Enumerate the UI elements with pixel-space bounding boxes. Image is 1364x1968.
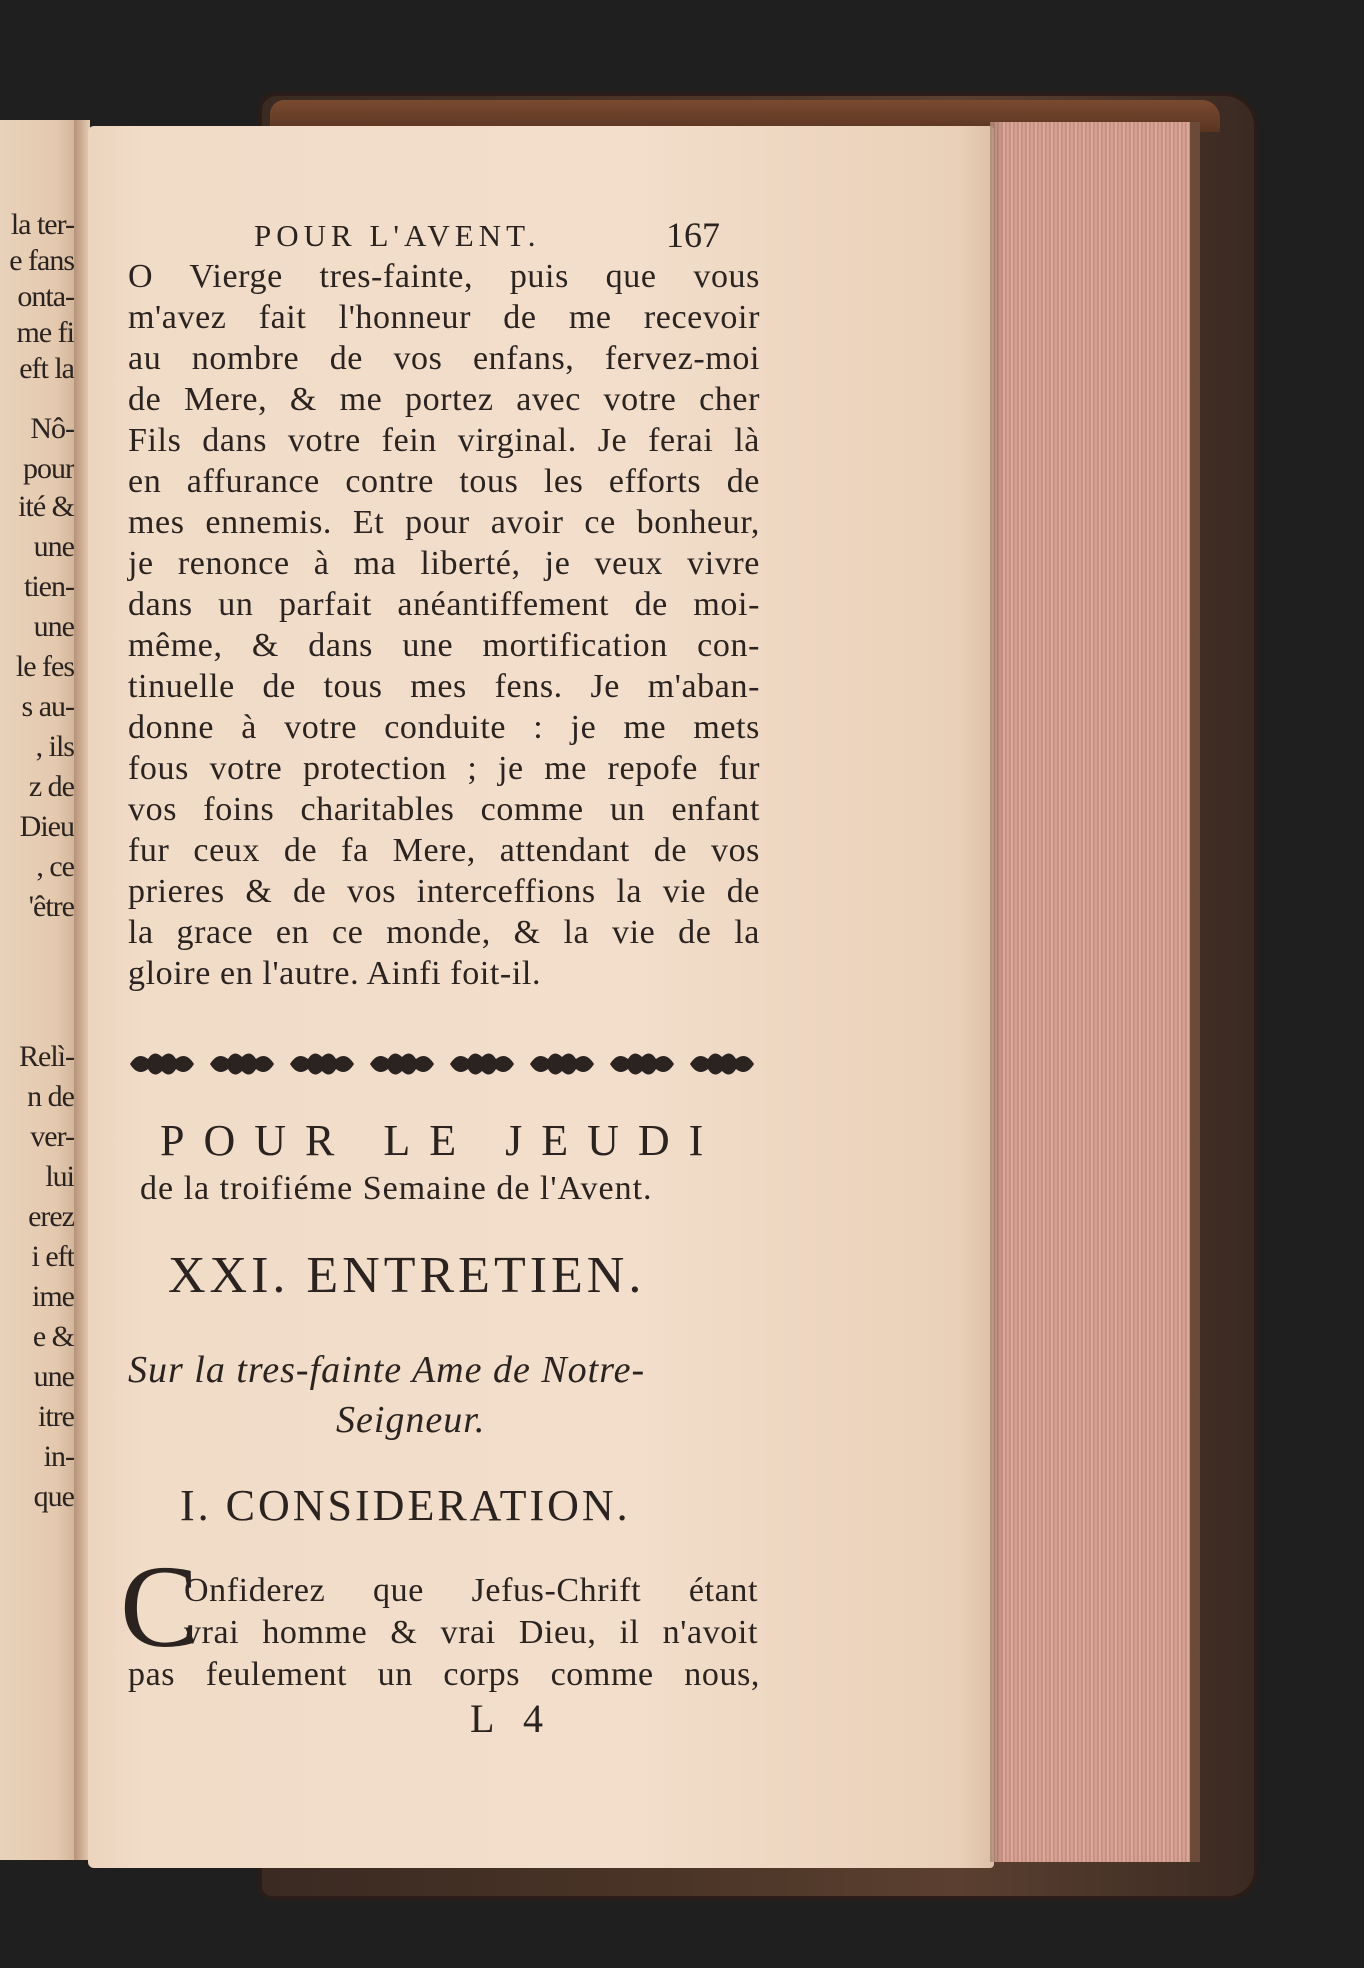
body-line: fur ceux de fa Mere, attendant de vos [128,832,760,869]
consideration-heading: I. CONSIDERATION. [180,1481,631,1530]
body-line: de Mere, & me portez avec votre cher [128,381,760,418]
body-line: m'avez fait l'honneur de me recevoir [128,299,760,336]
left-page-line: , ce [36,850,74,883]
fleuron-ornament [688,1047,756,1081]
left-page-line: e & [32,1320,74,1353]
signature-mark: L 4 [470,1696,553,1741]
ornament-band [128,1044,756,1084]
left-page-line: n de [27,1080,74,1113]
left-page-line: i eft [31,1240,74,1273]
left-page-line: pour [23,452,74,485]
left-page-line: s au- [21,690,74,723]
body-line: mes ennemis. Et pour avoir ce bonheur, [128,504,760,541]
body-line: même, & dans une mortification con- [128,627,760,664]
left-page-line: que [33,1480,74,1513]
left-page-line: tien- [24,570,74,603]
fleuron-ornament [368,1047,436,1081]
left-page-line: lui [45,1160,74,1193]
page-number: 167 [666,215,720,255]
body-line: donne à votre conduite : je me mets [128,709,760,746]
left-page-line: une [33,530,74,563]
body-line: Onfiderez que Jefus-Chrift étant [184,1572,758,1609]
body-line: en affurance contre tous les efforts de [128,463,760,500]
section-heading-week: de la troifiéme Semaine de l'Avent. [140,1170,653,1207]
body-line: gloire en l'autre. Ainfi foit-il. [128,955,542,992]
body-line: fous votre protection ; je me repofe fur [128,750,760,787]
left-page-line: 'être [28,890,74,923]
subtitle-line: Seigneur. [336,1399,486,1441]
body-line: dans un parfait anéantiffement de moi- [128,586,760,623]
body-line: vos foins charitables comme un enfant [128,791,760,828]
left-page-line: erez [28,1200,74,1233]
left-page-line: onta- [17,280,74,313]
left-page-line: ité & [18,490,74,523]
body-line: au nombre de vos enfans, fervez-moi [128,340,760,377]
fleuron-ornament [608,1047,676,1081]
drop-cap: C [120,1541,199,1672]
body-line: prieres & de vos interceffions la vie de [128,873,760,910]
left-page-line: ime [32,1280,74,1313]
left-page-line: une [33,1360,74,1393]
fleuron-ornament [288,1047,356,1081]
running-head: POUR L'AVENT. [254,218,541,253]
fleuron-ornament [528,1047,596,1081]
left-page-line: Dieu [19,810,74,843]
left-page-line: me fi [16,316,74,349]
fleuron-ornament [448,1047,516,1081]
body-line: O Vierge tres-fainte, puis que vous [128,258,760,295]
left-page-line: in- [43,1440,74,1473]
left-page-line: Relì- [19,1040,74,1073]
body-line: pas feulement un corps comme nous, [128,1656,760,1693]
fleuron-ornament [208,1047,276,1081]
body-line: la grace en ce monde, & la vie de la [128,914,760,951]
fleuron-ornament [128,1047,196,1081]
body-line: je renonce à ma liberté, je veux vivre [128,545,760,582]
left-page-line: eft la [19,352,74,385]
page-edge-shadow [990,122,1004,1862]
left-page-line: le fes [15,650,74,683]
section-heading-day: POUR LE JEUDI [160,1116,723,1165]
left-page-line: une [33,610,74,643]
subtitle-line: Sur la tres-fainte Ame de Notre- [128,1349,646,1391]
body-line: Fils dans votre fein virginal. Je ferai là [128,422,760,459]
left-page-line: , ils [35,730,74,763]
left-page-line: z de [28,770,74,803]
left-page-line: Nô- [30,412,74,445]
left-page-line: la ter- [10,208,74,241]
body-line: tinuelle de tous mes fens. Je m'aban- [128,668,760,705]
left-page-line: ver- [30,1120,74,1153]
left-page-line: itre [38,1400,74,1433]
body-line: vrai homme & vrai Dieu, il n'avoit [184,1614,758,1651]
entretien-title: XXI. ENTRETIEN. [168,1247,646,1304]
page-block-edges [990,122,1200,1862]
left-page-line: e fans [9,244,74,277]
left-page [0,120,80,1860]
